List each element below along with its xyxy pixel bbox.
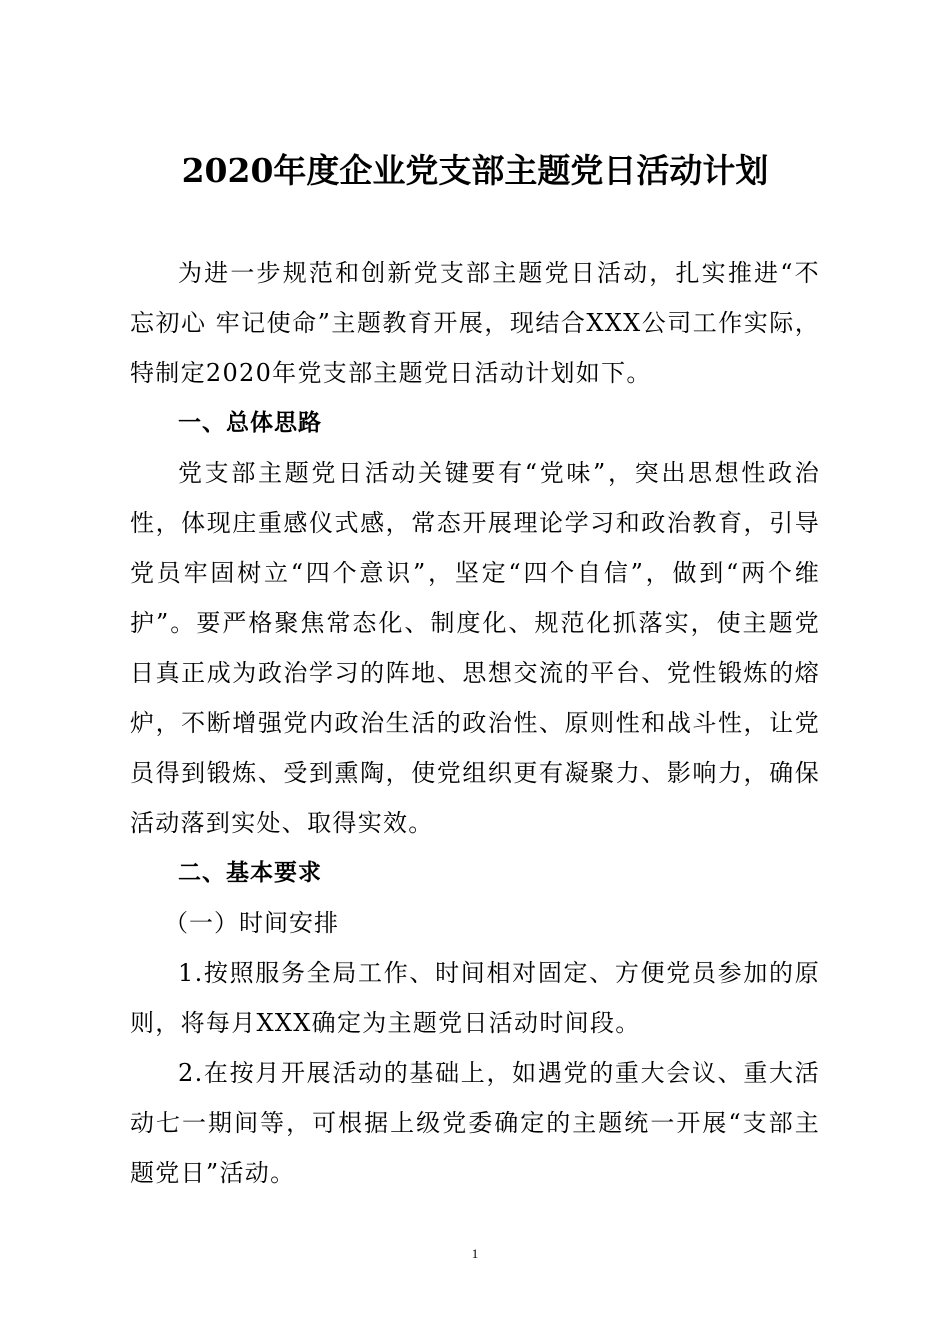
document-title: 2020年度企业党支部主题党日活动计划 bbox=[181, 151, 769, 190]
list-item-1: 1.按照服务全局工作、时间相对固定、方便党员参加的原则，将每月XXX确定为主题党日活动时间段。 bbox=[130, 959, 820, 1037]
document-body bbox=[130, 248, 820, 1198]
page-number: 1 bbox=[471, 1246, 479, 1261]
section-heading-overall-approach: 一、总体思路 bbox=[178, 410, 322, 436]
subheading-time-arrangement: （一）时间安排 bbox=[164, 909, 339, 937]
section-heading-basic-requirements: 二、基本要求 bbox=[178, 860, 322, 886]
overall-approach-paragraph: 党支部主题党日活动关键要有“党味”，突出思想性政治性，体现庄重感仪式感，常态开展理论学习和政治教育，引导党员牢固树立“四个意识”，坚定“四个自信”，做到“两个维护”。要严格聚焦常态化、制度化、规范化抓落实，使主题党日真正成为政治学习的阵地、思想交流的平台、党性锻炼的熔炉，不断增强党内政治生活的政治性、原则性和战斗性，让党员得到锻炼、受到熏陶，使党组织更有凝聚力、影响力，确保活动落到实处、取得实效。 bbox=[130, 459, 820, 837]
intro-paragraph: 为进一步规范和创新党支部主题党日活动，扎实推进“不忘初心 牢记使命”主题教育开展，现结合XXX公司工作实际，特制定2020年党支部主题党日活动计划如下。 bbox=[130, 259, 820, 387]
list-item-2: 2.在按月开展活动的基础上，如遇党的重大会议、重大活动七一期间等，可根据上级党委确定的主题统一开展“支部主题党日”活动。 bbox=[130, 1059, 820, 1187]
